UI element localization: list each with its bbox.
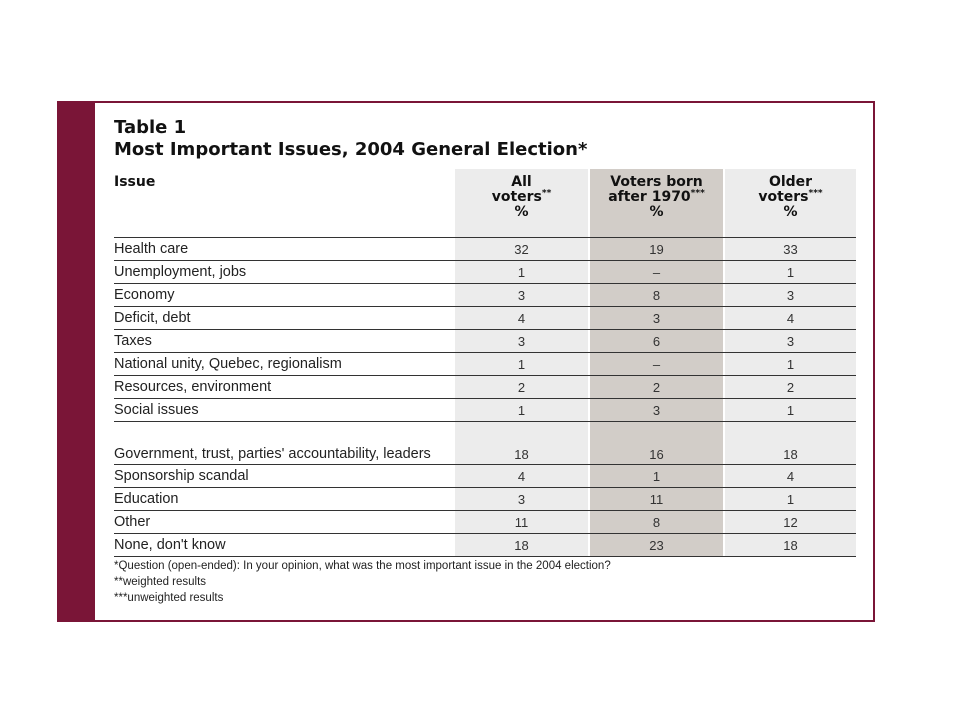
cell-issue: Unemployment, jobs <box>114 261 455 284</box>
cell-all-voters: 4 <box>455 307 588 330</box>
cell-young-voters: 8 <box>590 284 723 307</box>
header-older-voters-unit: % <box>783 204 798 220</box>
cell-issue: Education <box>114 488 455 511</box>
cell-young-voters: 3 <box>590 399 723 422</box>
header-issue: Issue <box>114 174 156 190</box>
table-label: Table 1 <box>114 117 187 138</box>
cell-issue: Health care <box>114 238 455 261</box>
cell-young-voters: 3 <box>590 307 723 330</box>
cell-all-voters: 2 <box>455 376 588 399</box>
footnote-question: *Question (open-ended): In your opinion, what was the most important issue in the 2004 election? <box>114 560 611 572</box>
header-all-voters-unit: % <box>514 204 529 220</box>
cell-all-voters: 1 <box>455 399 588 422</box>
header-all-voters-mark: ** <box>541 188 552 199</box>
table-body <box>114 238 856 557</box>
footnote-weighted: **weighted results <box>114 576 207 588</box>
cell-young-voters: 2 <box>590 376 723 399</box>
cell-all-voters: 3 <box>455 488 588 511</box>
cell-older-voters: 33 <box>725 238 856 261</box>
table-row <box>114 422 856 465</box>
cell-young-voters: 8 <box>590 511 723 534</box>
cell-all-voters: 4 <box>455 465 588 488</box>
header-all-voters <box>455 169 588 238</box>
cell-issue: Resources, environment <box>114 376 455 399</box>
cell-all-voters: 3 <box>455 330 588 353</box>
cell-issue: Economy <box>114 284 455 307</box>
table-heading <box>114 117 587 161</box>
cell-young-voters: 1 <box>590 465 723 488</box>
header-row <box>114 169 856 238</box>
table-frame <box>57 101 875 622</box>
cell-all-voters: 1 <box>455 353 588 376</box>
cell-older-voters: 3 <box>725 330 856 353</box>
table-row <box>114 353 856 376</box>
cell-older-voters: 1 <box>725 261 856 284</box>
cell-young-voters: 19 <box>590 238 723 261</box>
cell-issue: Deficit, debt <box>114 307 455 330</box>
cell-issue: National unity, Quebec, regionalism <box>114 353 455 376</box>
header-young-voters-mark: *** <box>690 188 705 199</box>
cell-older-voters: 1 <box>725 353 856 376</box>
cell-all-voters: 32 <box>455 238 588 261</box>
cell-older-voters: 1 <box>725 399 856 422</box>
accent-side-bar <box>59 103 95 620</box>
cell-young-voters: – <box>590 353 723 376</box>
header-young-voters-unit: % <box>649 204 664 220</box>
cell-older-voters: 4 <box>725 307 856 330</box>
cell-older-voters: 3 <box>725 284 856 307</box>
cell-issue: Social issues <box>114 399 455 422</box>
header-older-voters <box>725 169 856 238</box>
cell-young-voters: 16 <box>590 422 723 465</box>
table-title: Most Important Issues, 2004 General Election* <box>114 139 588 160</box>
table-row <box>114 238 856 261</box>
cell-all-voters: 18 <box>455 422 588 465</box>
table-row <box>114 284 856 307</box>
cell-older-voters: 18 <box>725 534 856 557</box>
cell-young-voters: 23 <box>590 534 723 557</box>
cell-older-voters: 1 <box>725 488 856 511</box>
header-older-voters-label: Older voters <box>758 174 813 205</box>
cell-older-voters: 12 <box>725 511 856 534</box>
footnotes <box>114 558 611 606</box>
header-all-voters-label: All voters <box>491 174 542 205</box>
header-young-voters-label: Voters born after 1970 <box>608 174 703 205</box>
cell-older-voters: 2 <box>725 376 856 399</box>
cell-all-voters: 3 <box>455 284 588 307</box>
table-row <box>114 534 856 557</box>
cell-young-voters: – <box>590 261 723 284</box>
cell-issue: Taxes <box>114 330 455 353</box>
cell-young-voters: 6 <box>590 330 723 353</box>
footnote-unweighted: ***unweighted results <box>114 592 224 604</box>
cell-all-voters: 1 <box>455 261 588 284</box>
cell-older-voters: 18 <box>725 422 856 465</box>
cell-older-voters: 4 <box>725 465 856 488</box>
table-row <box>114 307 856 330</box>
table-row <box>114 511 856 534</box>
cell-all-voters: 18 <box>455 534 588 557</box>
table-row <box>114 330 856 353</box>
table-row <box>114 399 856 422</box>
header-young-voters <box>590 169 723 238</box>
issues-table <box>114 169 856 557</box>
cell-all-voters: 11 <box>455 511 588 534</box>
cell-issue: Other <box>114 511 455 534</box>
header-older-voters-mark: *** <box>808 188 823 199</box>
cell-young-voters: 11 <box>590 488 723 511</box>
table-row <box>114 465 856 488</box>
table-row <box>114 376 856 399</box>
cell-issue: Government, trust, parties' accountability, leaders <box>114 422 455 465</box>
table-row <box>114 488 856 511</box>
table-row <box>114 261 856 284</box>
cell-issue: None, don't know <box>114 534 455 557</box>
cell-issue: Sponsorship scandal <box>114 465 455 488</box>
